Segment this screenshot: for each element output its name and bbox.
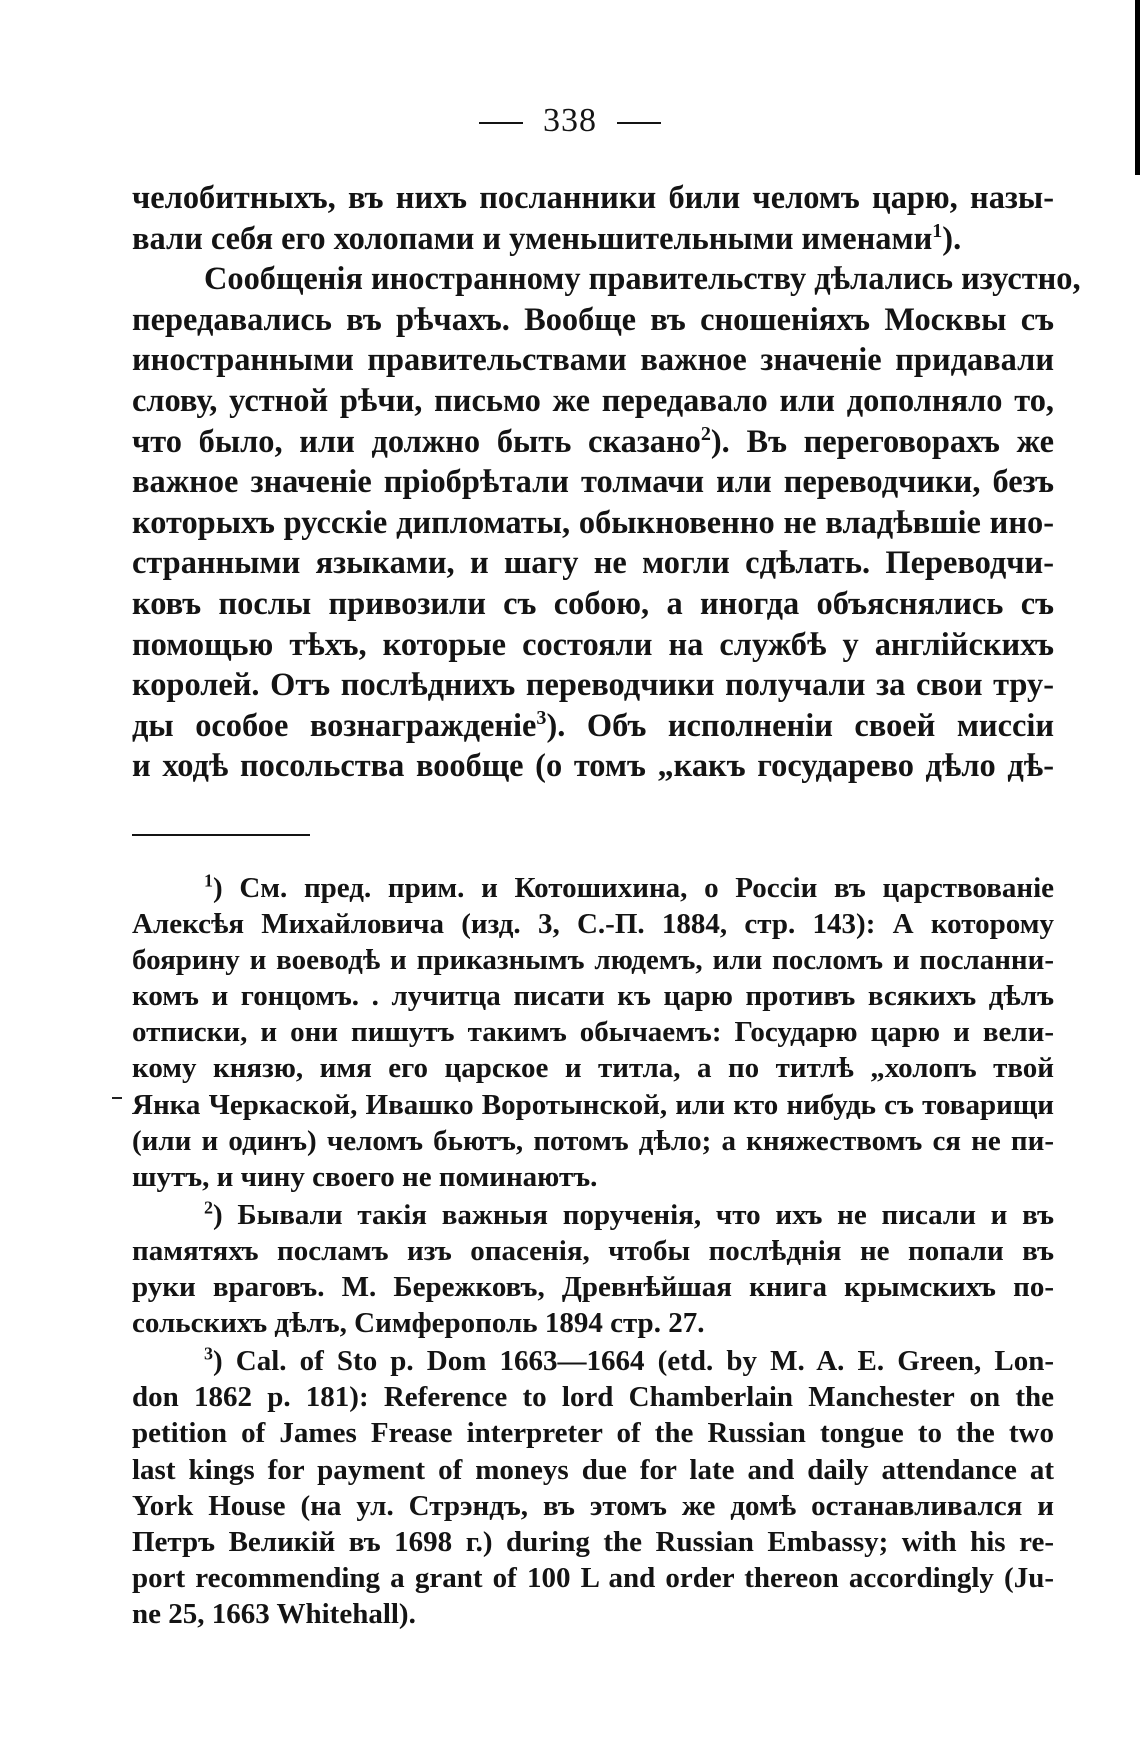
text-span: ). Объ исполненіи своей миссіи bbox=[546, 707, 1054, 744]
text-span: ). Въ переговорахъ же bbox=[710, 423, 1055, 460]
text-span: ) Cal. of Sto p. Dom 1663—1664 (etd. by M. A. E. Green, Lon- bbox=[212, 1345, 1054, 1378]
page-number-header bbox=[0, 102, 1140, 140]
footnote-line bbox=[132, 1343, 1054, 1379]
footnote-3 bbox=[132, 1343, 1054, 1632]
text-line: передавались въ рѣчахъ. Вообще въ сношеніяхъ Москвы съ bbox=[132, 301, 1054, 338]
footnote-marker-2: 2 bbox=[204, 1197, 213, 1218]
text-line: Сообщенія иностранному правительству дѣлались изустно, bbox=[204, 261, 1081, 298]
text-line: и ходѣ посольства вообще (о томъ „какъ государево дѣло дѣ- bbox=[132, 748, 1054, 785]
text-line: королей. Отъ послѣднихъ переводчики получали за свои тру- bbox=[132, 667, 1054, 704]
footnote-line: (или и одинъ) челомъ бьютъ, потомъ дѣло; а княжествомъ ся не пи- bbox=[132, 1124, 1054, 1157]
footnote-line bbox=[132, 1197, 1054, 1233]
header-dash-right bbox=[617, 122, 661, 124]
text-line bbox=[132, 706, 1054, 747]
page-edge-shadow bbox=[1135, 0, 1140, 175]
footnote-line: Янка Черкаской, Ивашко Воротынской, или кто нибудь съ товарищи bbox=[132, 1088, 1054, 1121]
footnote-ref-2: 2 bbox=[700, 422, 711, 445]
footnote-line: шутъ, и чину своего не поминаютъ. bbox=[132, 1160, 598, 1193]
footnote-line: Петръ Великій въ 1698 г.) during the Russian Embassy; with his re- bbox=[132, 1525, 1054, 1558]
footnote-ref-1: 1 bbox=[932, 219, 943, 242]
footnote-line: petition of James Frease interpreter of the Russian tongue to the two bbox=[132, 1417, 1054, 1450]
footnote-marker-1: 1 bbox=[204, 870, 213, 891]
text-line: челобитныхъ, въ нихъ посланники били челомъ царю, назы- bbox=[132, 180, 1054, 216]
footnote-ref-3: 3 bbox=[536, 706, 547, 729]
text-span: ды особое вознагражденіе bbox=[132, 707, 537, 744]
text-line bbox=[132, 219, 1054, 260]
text-span: ) Бывали такія важныя порученія, что ихъ не писали и въ bbox=[212, 1198, 1054, 1231]
text-line: важное значеніе пріобрѣтали толмачи или переводчики, безъ bbox=[132, 464, 1054, 501]
text-span: вали себя его холопами и уменьшительными именами bbox=[132, 220, 933, 257]
text-line: ковъ послы привозили съ собою, а иногда объяснялись съ bbox=[132, 585, 1054, 622]
text-span: что было, или должно быть сказано bbox=[132, 423, 701, 460]
footnote-line: боярину и воеводѣ и приказнымъ людемъ, или посломъ и посланни- bbox=[132, 944, 1054, 977]
footnote-line: ne 25, 1663 Whitehall). bbox=[132, 1597, 416, 1630]
footnote-line: отписки, и они пишутъ такимъ обычаемъ: Государю царю и вели- bbox=[132, 1016, 1054, 1049]
footnote-line: комъ и гонцомъ. . лучитца писати къ царю противъ всякихъ дѣлъ bbox=[132, 980, 1054, 1013]
text-line: иностранными правительствами важное значеніе придавали bbox=[132, 342, 1054, 379]
footnote-line: York House (на ул. Стрэндъ, въ этомъ же домѣ останавливался и bbox=[132, 1489, 1054, 1522]
paragraph-1 bbox=[132, 178, 1054, 259]
footnote-line: don 1862 p. 181): Reference to lord Chamberlain Manchester on the bbox=[132, 1381, 1054, 1414]
footnote-marker-3: 3 bbox=[204, 1343, 213, 1364]
text-line: помощью тѣхъ, которые состояли на службѣ у англійскихъ bbox=[132, 626, 1054, 663]
text-span: ). bbox=[942, 220, 962, 257]
footnote-line: кому князю, имя его царское и титла, а по титлѣ „холопъ твой bbox=[132, 1052, 1054, 1085]
footnote-2 bbox=[132, 1197, 1054, 1341]
footnote-line bbox=[132, 870, 1054, 906]
footnote-line: памятяхъ посламъ изъ опасенія, чтобы послѣднія не попали въ bbox=[132, 1234, 1054, 1267]
text-line: слову, устной рѣчи, письмо же передавало или дополняло то, bbox=[132, 382, 1054, 419]
text-line bbox=[132, 422, 1054, 463]
footnote-separator bbox=[132, 834, 310, 836]
footnote-line: руки враговъ. М. Бережковъ, Древнѣйшая книга крымскихъ по- bbox=[132, 1271, 1054, 1304]
footnote-line: Алексѣя Михайловича (изд. 3, С.-П. 1884, стр. 143): А которому bbox=[132, 908, 1054, 941]
footnote-line: port recommending a grant of 100 L and order thereon accordingly (Ju- bbox=[132, 1561, 1054, 1594]
text-line: которыхъ русскіе дипломаты, обыкновенно не владѣвшіе ино- bbox=[132, 504, 1054, 541]
footnote-1 bbox=[132, 870, 1054, 1195]
footnote-line: last kings for payment of moneys due for late and daily attendance at bbox=[132, 1453, 1054, 1486]
header-dash-left bbox=[479, 122, 523, 124]
footnotes bbox=[132, 870, 1054, 1634]
main-text bbox=[132, 178, 1081, 787]
text-line: странными языками, и шагу не могли сдѣлать. Переводчи- bbox=[132, 545, 1054, 582]
page-number: 338 bbox=[543, 102, 597, 139]
footnote-line: сольскихъ дѣлъ, Симферополь 1894 стр. 27. bbox=[132, 1307, 705, 1340]
text-span: ) См. пред. прим. и Котошихина, о Россіи въ царствованіе bbox=[212, 872, 1054, 904]
paragraph-2 bbox=[132, 259, 1081, 787]
margin-mark bbox=[112, 1097, 122, 1099]
